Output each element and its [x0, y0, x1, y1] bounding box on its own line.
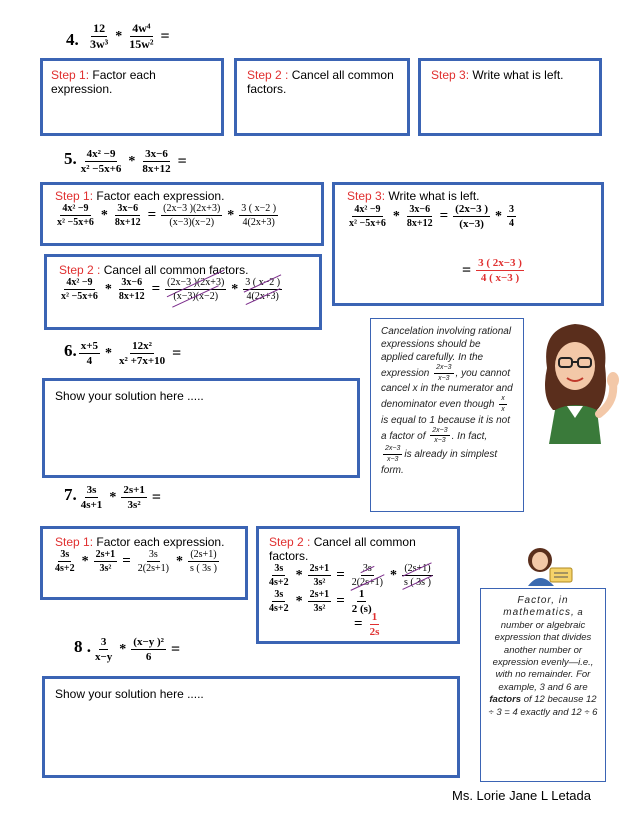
author-name: Ms. Lorie Jane L Letada — [452, 788, 591, 803]
p6-solution-box[interactable]: Show your solution here ..... — [42, 378, 360, 478]
problem-4-number: 4. — [66, 30, 79, 49]
p5-step2-box[interactable]: Step 2 : Cancel all common factors. $\frac{\text{4x² −9}}{\text{x² −5x+6}}$ * $\frac{3x-6}{8x+12}$ = $\frac{(2x-3 )(2x+3)}{(x-3)(x-2)}$ * $\frac{3 ( x-2 )}{4(2x+3)}$ — [44, 254, 322, 330]
p4-step1-box[interactable]: Step 1: Factor each expression. — [40, 58, 224, 136]
p8-solution-box[interactable]: Show your solution here ..... — [42, 676, 460, 778]
factor-definition-note: Factor, in mathematics, a number or algebraic expression that divides another number or expression evenly—i.e., with no remainder. For example, 3 and 6 are factors of 12 because 12 ÷ 3 = 4 exactly and 12 ÷ 6 — [480, 588, 606, 782]
p4-step3-box[interactable]: Step 3: Write what is left. — [418, 58, 602, 136]
p4-step2-box[interactable]: Step 2 : Cancel all common factors. — [234, 58, 410, 136]
p7-step2-box[interactable]: Step 2 : Cancel all common factors. $\frac{3s}{4s+2}$ * $\frac{2s+1}{\text{3s²}}$ = $\frac{3s}{2(2s+1)}$ * $\frac{(2s+1)}{s ( 3s )}$ $\frac{3s}{4s+2}$ * $\frac{2s+1}{\text{3s²}}$ = $\frac{1}{2 (s)}$ = $\frac{1}{2s}$ — [256, 526, 460, 644]
p7-final-answer: = $\frac{1}{2s}$ — [354, 611, 380, 639]
cancelation-note: Cancelation involving rational expressions should be applied carefully. In the expression $\frac{2x-3}{x-3}$ , you cannot cancel x in the numerator and denominator even though $\frac{x}{x}$ is equal to 1 because it is not a factor of $\frac{2x-3}{x-3}$ . In fact, $\frac{2x-3}{x-3}$ is already in simplest form. — [370, 318, 524, 512]
p7-step1-box[interactable]: Step 1: Factor each expression. $\frac{3s}{4s+2}$ * $\frac{2s+1}{\text{3s²}}$ = $\frac{3s}{2(2s+1)}$ * $\frac{(2s+1)}{s ( 3s )}$ — [40, 526, 248, 600]
teacher-avatar-small — [520, 546, 576, 586]
p5-step1-box[interactable]: Step 1: Factor each expression. $\frac{\text{4x² −9}}{\text{x² −5x+6}}$ * $\frac{3x-6}{8x+12}$ = $\frac{(2x-3 )(2x+3)}{(x-3)(x-2)}$ * $\frac{3 ( x-2 )}{4(2x+3)}$ — [40, 182, 324, 246]
problem-7-expression: 7. $\frac{3s}{4s+1}$ * $\frac{2s+1}{\text{3s²}}$ = — [64, 484, 161, 512]
problem-5-expression: 5. $\frac{\text{4x² −9}}{\text{x² −5x+6}}$ * $\frac{3x-6}{8x+12}$ = — [64, 148, 187, 176]
teacher-avatar-large — [527, 318, 623, 444]
p5-final-answer: = $\frac{3 ( 2x-3 )}{4 ( x-3 )}$ — [462, 257, 522, 285]
problem-6-expression: 6. $\frac{x+5}{4}$ * $\frac{\text{12x²}}{\text{x² +7x+10}}$ = — [64, 340, 182, 368]
p5-step3-box[interactable]: Step 3: Write what is left. $\frac{\text{4x² −9}}{\text{x² −5x+6}}$ * $\frac{3x-6}{8x+12}$ = $\frac{(2x-3 )}{(x-3)}$ * $\frac{3}{4}$ = $\frac{3 ( 2x-3 )}{4 ( x-3 )}$ — [332, 182, 604, 306]
problem-8-expression: 8 . $\frac{3}{x-y}$ * $\frac{\text{(x−y )²}}{6}$ = — [74, 636, 181, 664]
problem-4-expression: $\frac{12}{\text{3w³}}$ * $\frac{\text{4w⁴}}{\text{15w²}}$ = — [90, 21, 170, 52]
